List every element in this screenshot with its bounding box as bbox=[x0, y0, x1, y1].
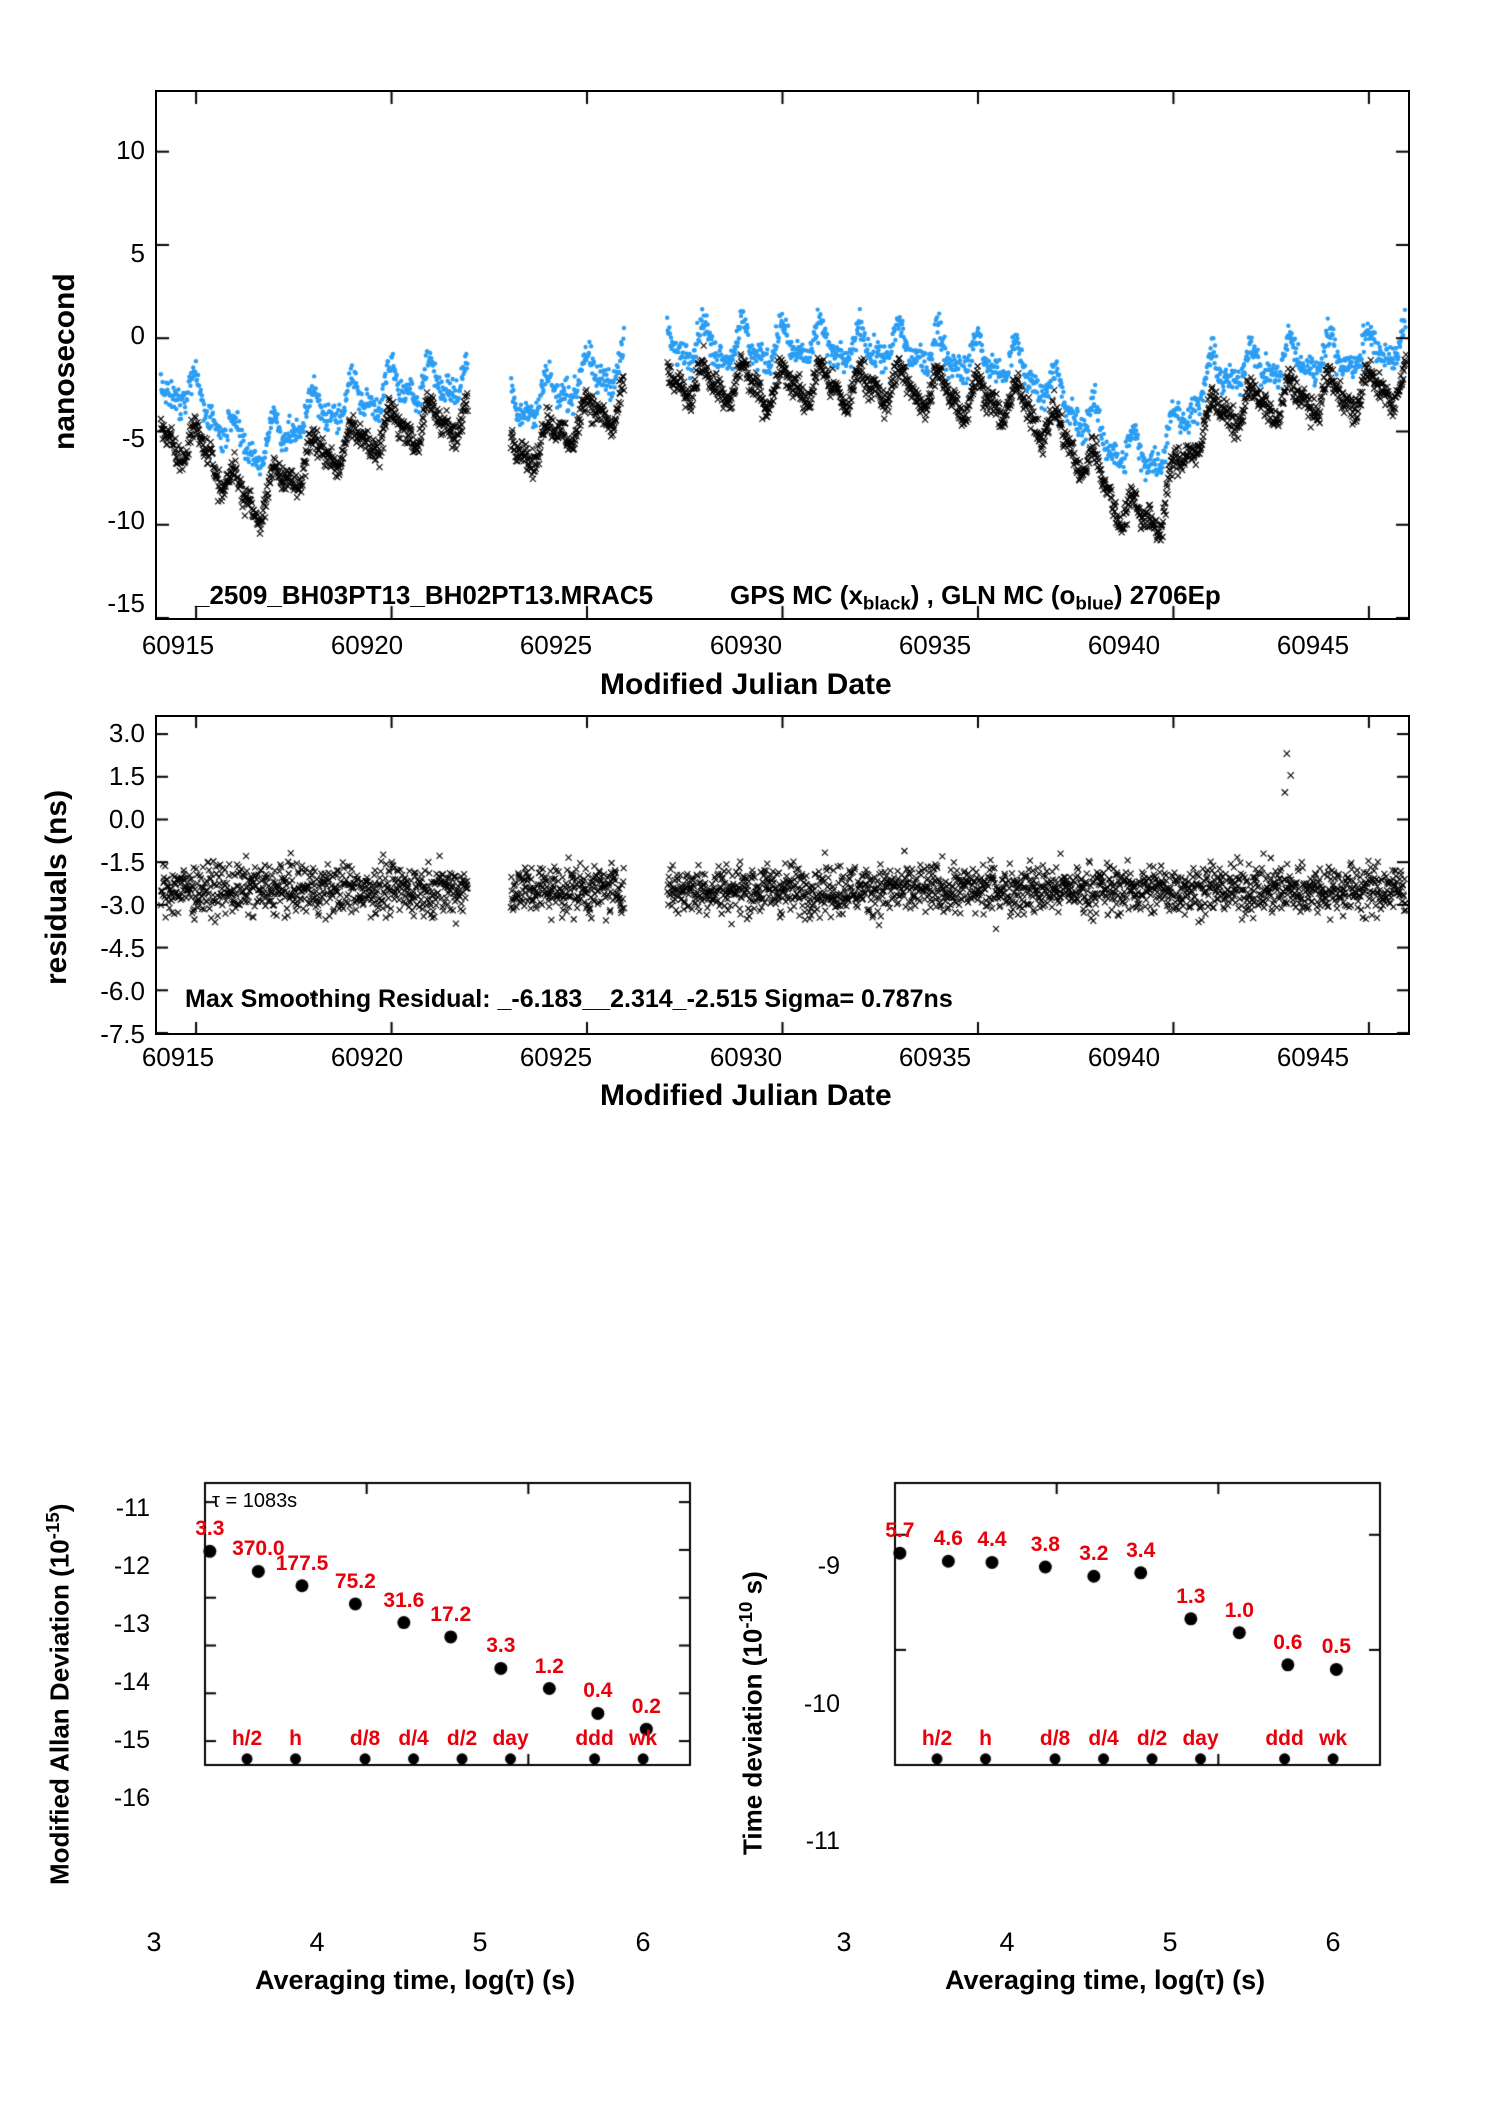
mdev-xtick: 5 bbox=[472, 1927, 488, 1957]
point-value-label: 0.5 bbox=[1321, 1635, 1351, 1659]
residuals-xtick: 60930 bbox=[709, 1042, 783, 1072]
averaging-time-mark-label: wk bbox=[1319, 1726, 1348, 1750]
residuals-y-axis-label: residuals (ns) bbox=[40, 789, 73, 985]
mdev-tau-annotation: τ = 1083s bbox=[212, 1490, 298, 1512]
point-value-label: 17.2 bbox=[430, 1602, 472, 1626]
mdev-x-axis-label bbox=[255, 1965, 575, 1996]
point-value-label: 3.3 bbox=[195, 1517, 225, 1541]
residuals-xtick: 60945 bbox=[1276, 1042, 1350, 1072]
tdev-xtick: 4 bbox=[999, 1927, 1015, 1957]
averaging-time-mark-label: d/8 bbox=[1039, 1726, 1071, 1750]
tdev-y-axis-label bbox=[735, 1571, 768, 1855]
tdev-ytick: -10 bbox=[803, 1690, 840, 1718]
timeseries-xtick: 60930 bbox=[709, 630, 783, 660]
residuals-annotation: Max Smoothing Residual: _-6.183__2.314_-2.515 Sigma= 0.787ns bbox=[185, 985, 953, 1013]
tdev-xtick: 3 bbox=[836, 1927, 852, 1957]
tdev-x-label-a: Averaging time, log( bbox=[945, 1965, 1204, 1995]
timeseries-ytick: 5 bbox=[130, 238, 145, 268]
residuals-ytick: -1.5 bbox=[100, 847, 145, 877]
mdev-y-label-text: Modified Allan Deviation (10 bbox=[44, 1539, 75, 1885]
mdev-xtick: 6 bbox=[635, 1927, 651, 1957]
tdev-x-label-tau: τ bbox=[1203, 1965, 1216, 1995]
mdev-y-label-close: ) bbox=[44, 1503, 75, 1513]
legend-gln-sub: blue bbox=[1075, 592, 1114, 614]
tdev-x-axis-label bbox=[945, 1965, 1265, 1996]
tdev-y-label-text: Time deviation (10 bbox=[737, 1628, 768, 1855]
mdev-xtick: 4 bbox=[309, 1927, 325, 1957]
averaging-time-mark-label: h/2 bbox=[921, 1726, 953, 1750]
tdev-xtick: 5 bbox=[1162, 1927, 1178, 1957]
averaging-time-mark-label: h/2 bbox=[231, 1726, 263, 1750]
point-value-label: 3.8 bbox=[1030, 1533, 1060, 1557]
mdev-xtick: 3 bbox=[146, 1927, 162, 1957]
timeseries-x-axis-label: Modified Julian Date bbox=[600, 668, 892, 701]
mdev-x-label-tau: τ bbox=[513, 1965, 526, 1995]
timeseries-ytick: -15 bbox=[107, 588, 145, 618]
mdev-ytick: -13 bbox=[113, 1610, 150, 1638]
mdev-ytick: -14 bbox=[113, 1668, 150, 1696]
averaging-time-mark-label: d/8 bbox=[349, 1726, 381, 1750]
residuals-xtick: 60925 bbox=[519, 1042, 593, 1072]
averaging-time-mark-label: h bbox=[289, 1726, 302, 1750]
residuals-ytick: -6.0 bbox=[100, 976, 145, 1006]
residuals-xtick: 60940 bbox=[1087, 1042, 1161, 1072]
mdev-y-axis-label bbox=[42, 1504, 75, 1885]
residuals-xtick: 60935 bbox=[898, 1042, 972, 1072]
timeseries-xtick: 60915 bbox=[141, 630, 215, 660]
mdev-x-label-b: ) (s) bbox=[525, 1965, 576, 1995]
timeseries-annotation-left: _2509_BH03PT13_BH02PT13.MRAC5 bbox=[195, 580, 654, 610]
residuals-x-axis-label: Modified Julian Date bbox=[600, 1079, 892, 1112]
averaging-time-mark-label: day bbox=[492, 1726, 529, 1750]
timeseries-y-axis-label: nanosecond bbox=[48, 273, 81, 450]
tdev-xtick: 6 bbox=[1325, 1927, 1341, 1957]
point-value-label: 3.3 bbox=[486, 1634, 516, 1658]
point-value-label: 1.2 bbox=[534, 1654, 564, 1678]
residuals-ytick: 3.0 bbox=[108, 718, 145, 748]
timeseries-xtick: 60925 bbox=[519, 630, 593, 660]
point-value-label: 75.2 bbox=[334, 1569, 376, 1593]
timeseries-plot-canvas bbox=[157, 92, 1408, 618]
averaging-time-mark-label: d/4 bbox=[398, 1726, 429, 1750]
averaging-time-mark-label: ddd bbox=[1265, 1726, 1304, 1750]
timeseries-ytick: 0 bbox=[130, 320, 145, 350]
mdev-ytick: -15 bbox=[113, 1726, 150, 1754]
legend-gps-text: GPS MC (x bbox=[730, 580, 863, 610]
legend-sep: ) , GLN MC (o bbox=[910, 580, 1076, 610]
point-value-label: 177.5 bbox=[275, 1551, 329, 1575]
point-value-label: 4.6 bbox=[933, 1527, 963, 1551]
residuals-ytick: 0.0 bbox=[108, 804, 145, 834]
tdev-ytick: -11 bbox=[805, 1827, 840, 1855]
point-value-label: 5.7 bbox=[885, 1519, 915, 1543]
averaging-time-mark-label: d/2 bbox=[446, 1726, 478, 1750]
averaging-time-mark-label: h bbox=[979, 1726, 992, 1750]
mdev-y-label-exp: -15 bbox=[42, 1512, 63, 1540]
timeseries-ytick: -5 bbox=[121, 423, 145, 453]
averaging-time-mark-label: wk bbox=[629, 1726, 658, 1750]
point-value-label: 4.4 bbox=[977, 1528, 1007, 1552]
residuals-xtick: 60915 bbox=[141, 1042, 215, 1072]
averaging-time-mark-label: day bbox=[1182, 1726, 1219, 1750]
averaging-time-mark-label: ddd bbox=[575, 1726, 614, 1750]
point-value-label: 3.2 bbox=[1079, 1542, 1109, 1566]
timeseries-xtick: 60920 bbox=[330, 630, 404, 660]
point-value-label: 370.0 bbox=[232, 1537, 285, 1561]
legend-gln-text: ) 2706Ep bbox=[1113, 580, 1221, 610]
timeseries-ytick: -10 bbox=[107, 505, 145, 535]
timeseries-xtick: 60935 bbox=[898, 630, 972, 660]
point-value-label: 0.2 bbox=[631, 1695, 661, 1719]
tdev-y-label-exp: -10 bbox=[735, 1601, 756, 1629]
timeseries-annotation-right bbox=[730, 580, 1221, 615]
timeseries-xtick: 60945 bbox=[1276, 630, 1350, 660]
residuals-xtick: 60920 bbox=[330, 1042, 404, 1072]
timeseries-ytick: 10 bbox=[116, 135, 145, 165]
legend-gps-sub: black bbox=[862, 592, 911, 614]
tdev-x-label-b: ) (s) bbox=[1215, 1965, 1266, 1995]
residuals-ytick: -3.0 bbox=[100, 890, 145, 920]
mdev-ytick: -12 bbox=[113, 1552, 150, 1580]
point-value-label: 3.4 bbox=[1126, 1538, 1156, 1562]
residuals-ytick: -7.5 bbox=[100, 1019, 145, 1049]
tdev-ytick: -9 bbox=[817, 1552, 840, 1580]
mdev-ytick: -11 bbox=[115, 1494, 150, 1522]
mdev-x-label-a: Averaging time, log( bbox=[255, 1965, 514, 1995]
residuals-ytick: -4.5 bbox=[100, 933, 145, 963]
point-value-label: 31.6 bbox=[383, 1588, 425, 1612]
point-value-label: 1.0 bbox=[1224, 1598, 1254, 1622]
mdev-ytick: -16 bbox=[113, 1784, 150, 1812]
residuals-ytick: 1.5 bbox=[108, 761, 145, 791]
averaging-time-mark-label: d/2 bbox=[1136, 1726, 1168, 1750]
point-value-label: 0.6 bbox=[1273, 1630, 1303, 1654]
averaging-time-mark-label: d/4 bbox=[1088, 1726, 1119, 1750]
point-value-label: 1.3 bbox=[1176, 1584, 1206, 1608]
tdev-y-label-close: s) bbox=[737, 1571, 768, 1602]
mdev-plot-canvas bbox=[155, 1465, 700, 1805]
timeseries-xtick: 60940 bbox=[1087, 630, 1161, 660]
point-value-label: 0.4 bbox=[583, 1679, 613, 1703]
